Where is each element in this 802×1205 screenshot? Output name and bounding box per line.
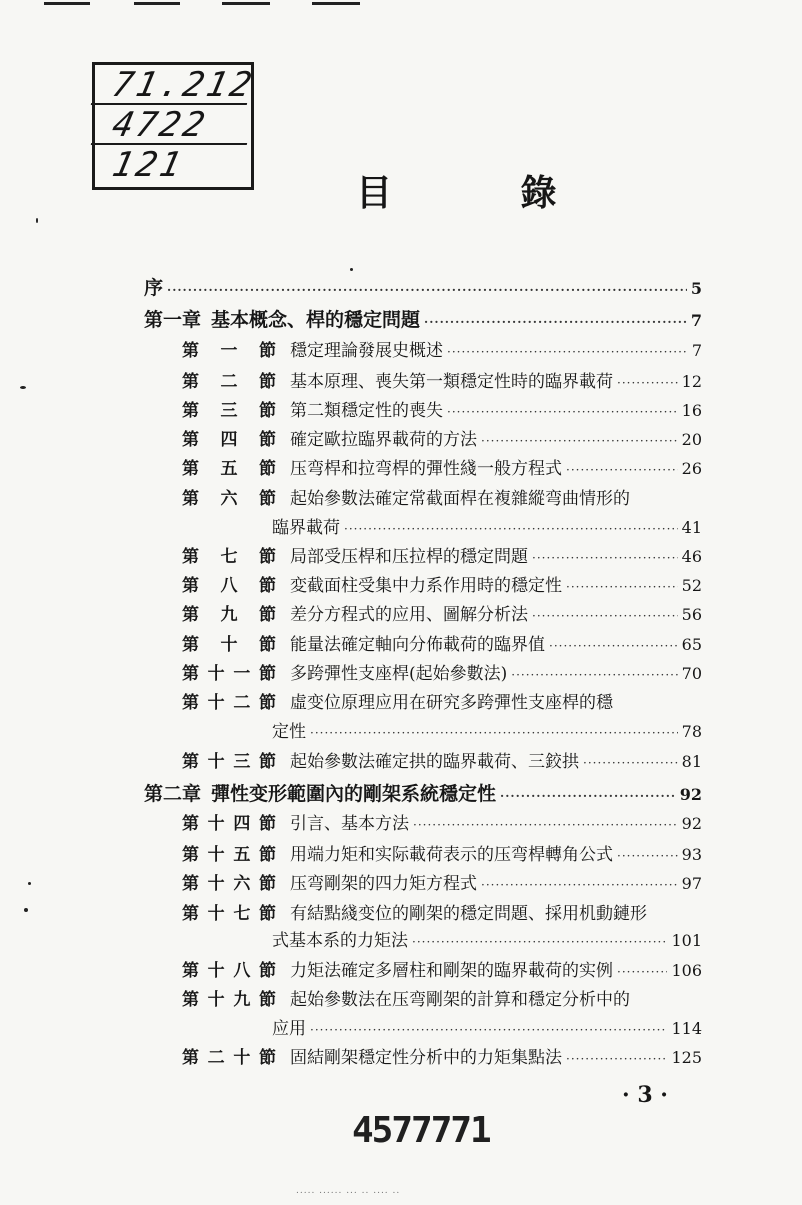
toc-page-number: 16 bbox=[681, 401, 702, 420]
toc-section-number: 第十六節 bbox=[182, 874, 276, 894]
toc-title: 式基本系的力矩法 bbox=[272, 931, 408, 951]
toc-title: 起始參數法確定常截面桿在複雜縱弯曲情形的 bbox=[290, 489, 630, 509]
toc-section-number: 第十五節 bbox=[182, 845, 276, 865]
toc-section-number: 第十七節 bbox=[182, 904, 276, 924]
toc-page-number: 7 bbox=[691, 341, 702, 360]
toc-entry-row bbox=[182, 746, 702, 778]
toc-page-number: 78 bbox=[681, 722, 702, 741]
toc-page-number: 52 bbox=[681, 576, 702, 595]
toc-entry-row bbox=[182, 483, 702, 515]
toc-section-number: 第 二 節 bbox=[182, 372, 276, 392]
toc-page-number: 125 bbox=[671, 1048, 702, 1067]
toc-title: 定性 bbox=[272, 722, 306, 742]
toc-leader-dots bbox=[447, 336, 688, 368]
toc-section-number: 第 一 節 bbox=[182, 341, 276, 361]
toc-title: 差分方程式的应用、圖解分析法 bbox=[290, 605, 528, 625]
toc-page-number: 70 bbox=[681, 664, 702, 683]
toc-title: 应用 bbox=[272, 1019, 306, 1039]
scan-speck bbox=[350, 268, 353, 271]
toc-section-number: 第 六 節 bbox=[182, 489, 276, 509]
toc-title: 压弯桿和拉弯桿的彈性綫一般方程式 bbox=[290, 459, 562, 479]
top-rule-3 bbox=[222, 2, 270, 5]
toc-entry-row bbox=[272, 1013, 702, 1045]
toc-leader-dots bbox=[167, 274, 687, 306]
footer-text: ..... ...... ... .. .... .. bbox=[296, 1186, 401, 1196]
toc-entry-row bbox=[182, 1042, 702, 1074]
toc-title: 臨界載荷 bbox=[272, 518, 340, 538]
scan-speck bbox=[36, 218, 38, 223]
stamp-line-2: 4722 bbox=[91, 105, 256, 145]
toc-entry-row bbox=[182, 629, 702, 661]
toc-section-number: 第十二節 bbox=[182, 693, 276, 713]
toc-title: 起始參數法確定拱的臨界載荷、三鉸拱 bbox=[290, 752, 579, 772]
toc-title: 固結剛架穩定性分析中的力矩集點法 bbox=[290, 1048, 562, 1068]
toc-title: 虛变位原理应用在研究多跨彈性支座桿的穩 bbox=[290, 693, 613, 713]
scan-speck bbox=[28, 882, 31, 885]
toc-page-number: 92 bbox=[679, 785, 702, 804]
toc-entry-row bbox=[182, 366, 702, 398]
toc-title: 第二類穩定性的喪失 bbox=[290, 401, 443, 421]
toc-page-number: 12 bbox=[681, 372, 702, 391]
top-rule-2 bbox=[134, 2, 180, 5]
toc-section-number: 第十四節 bbox=[182, 814, 276, 834]
toc-title: 確定歐拉臨界載荷的方法 bbox=[290, 430, 477, 450]
toc-chapter-row bbox=[144, 778, 702, 810]
toc-section-number: 第二章 bbox=[144, 783, 202, 805]
toc-page-number: 41 bbox=[681, 518, 702, 537]
toc-leader-dots bbox=[412, 926, 667, 958]
toc-page-number: 65 bbox=[681, 635, 702, 654]
toc-section-number: 第十九節 bbox=[182, 990, 276, 1010]
toc-page-number: 20 bbox=[681, 430, 702, 449]
toc-title: 多跨彈性支座桿(起始參數法) bbox=[290, 664, 508, 684]
toc-title: 压弯剛架的四力矩方程式 bbox=[290, 874, 477, 894]
toc-page-number: 56 bbox=[681, 605, 702, 624]
toc-section-number: 第一章 bbox=[144, 309, 202, 331]
toc-title: 力矩法確定多層柱和剛架的臨界載荷的实例 bbox=[290, 961, 613, 981]
toc-entry-row bbox=[272, 512, 702, 544]
stamp-line-3: 121 bbox=[108, 145, 188, 185]
toc-entry-row bbox=[182, 424, 702, 456]
toc-entry-row bbox=[182, 599, 702, 631]
toc-title: 能量法確定軸向分佈載荷的臨界值 bbox=[290, 635, 545, 655]
toc-entry-row bbox=[182, 335, 702, 367]
bottom-stamp-number: 4577771 bbox=[352, 1110, 490, 1151]
toc-entry-row bbox=[272, 716, 702, 748]
scan-speck bbox=[20, 386, 26, 389]
toc-leader-dots bbox=[424, 306, 687, 338]
toc-page-number: 106 bbox=[671, 961, 702, 980]
toc-entry-row bbox=[182, 541, 702, 573]
top-rule-1 bbox=[44, 2, 90, 5]
toc-page-number: 46 bbox=[681, 547, 702, 566]
toc-page-number: 81 bbox=[681, 752, 702, 771]
toc-leader-dots bbox=[481, 869, 678, 901]
toc-section-number: 第 九 節 bbox=[182, 605, 276, 625]
toc-section-number: 第 八 節 bbox=[182, 576, 276, 596]
toc-entry-row bbox=[182, 395, 702, 427]
toc-page-number: 114 bbox=[671, 1019, 702, 1038]
toc-page-number: 5 bbox=[690, 279, 702, 298]
toc-section-number: 第十三節 bbox=[182, 752, 276, 772]
toc-entry-row bbox=[182, 955, 702, 987]
toc-entry-row bbox=[182, 658, 702, 690]
toc-entry-row bbox=[182, 687, 702, 719]
toc-leader-dots bbox=[566, 1043, 667, 1075]
toc-chapter-row bbox=[144, 304, 702, 336]
toc-entry-row bbox=[272, 925, 702, 957]
top-rule-4 bbox=[312, 2, 360, 5]
toc-title: 序 bbox=[144, 277, 164, 299]
toc-title: 引言、基本方法 bbox=[290, 814, 409, 834]
library-stamp bbox=[92, 62, 259, 190]
toc-entry-row bbox=[182, 839, 702, 871]
toc-section-number: 第 三 節 bbox=[182, 401, 276, 421]
toc-section-number: 第十八節 bbox=[182, 961, 276, 981]
toc-leader-dots bbox=[532, 600, 678, 632]
toc-page-number: 7 bbox=[690, 311, 702, 330]
toc-title: 起始參數法在压弯剛架的計算和穩定分析中的 bbox=[290, 990, 630, 1010]
toc-entry-row bbox=[182, 868, 702, 900]
toc-section-number: 第二十節 bbox=[182, 1048, 276, 1068]
toc-title: 穩定理論發展史概述 bbox=[290, 341, 443, 361]
toc-page-number: 101 bbox=[671, 931, 702, 950]
toc-section-number: 第 五 節 bbox=[182, 459, 276, 479]
toc-entry-row bbox=[182, 808, 702, 840]
toc-title: 局部受压桿和压拉桿的穩定問題 bbox=[290, 547, 528, 567]
toc-section-number: 第 十 節 bbox=[182, 635, 276, 655]
toc-page-number: 93 bbox=[681, 845, 702, 864]
toc-section-number: 第十一節 bbox=[182, 664, 276, 684]
toc-title: 基本原理、喪失第一類穩定性時的臨界載荷 bbox=[290, 372, 613, 392]
toc-title: 彈性变形範圍內的剛架系統穩定性 bbox=[211, 783, 497, 805]
toc-title: 有結點綫变位的剛架的穩定問題、採用机動鏈形 bbox=[290, 904, 647, 924]
toc-entry-row bbox=[182, 453, 702, 485]
stamp-line-1: 71.212 bbox=[91, 65, 256, 105]
toc-entry-row bbox=[182, 570, 702, 602]
toc-entry-row bbox=[182, 984, 702, 1016]
toc-leader-dots bbox=[413, 809, 678, 841]
page-title: 目 錄 bbox=[356, 172, 615, 214]
toc-title: 変截面柱受集中力系作用時的穩定性 bbox=[290, 576, 562, 596]
toc-page-number: 92 bbox=[681, 814, 702, 833]
toc-leader-dots bbox=[566, 454, 678, 486]
toc-page-number: 97 bbox=[681, 874, 702, 893]
toc-section-number: 第 四 節 bbox=[182, 430, 276, 450]
toc-page-number: 26 bbox=[681, 459, 702, 478]
toc-section-number: 第 七 節 bbox=[182, 547, 276, 567]
toc-leader-dots bbox=[310, 717, 678, 749]
toc-chapter-row bbox=[144, 272, 702, 304]
toc-title: 用端力矩和实际載荷表示的压弯桿轉角公式 bbox=[290, 845, 613, 865]
page-number: · 3 · bbox=[622, 1082, 668, 1108]
toc-leader-dots bbox=[583, 747, 678, 779]
scan-speck bbox=[24, 908, 28, 912]
toc-title: 基本概念、桿的穩定問題 bbox=[211, 309, 421, 331]
